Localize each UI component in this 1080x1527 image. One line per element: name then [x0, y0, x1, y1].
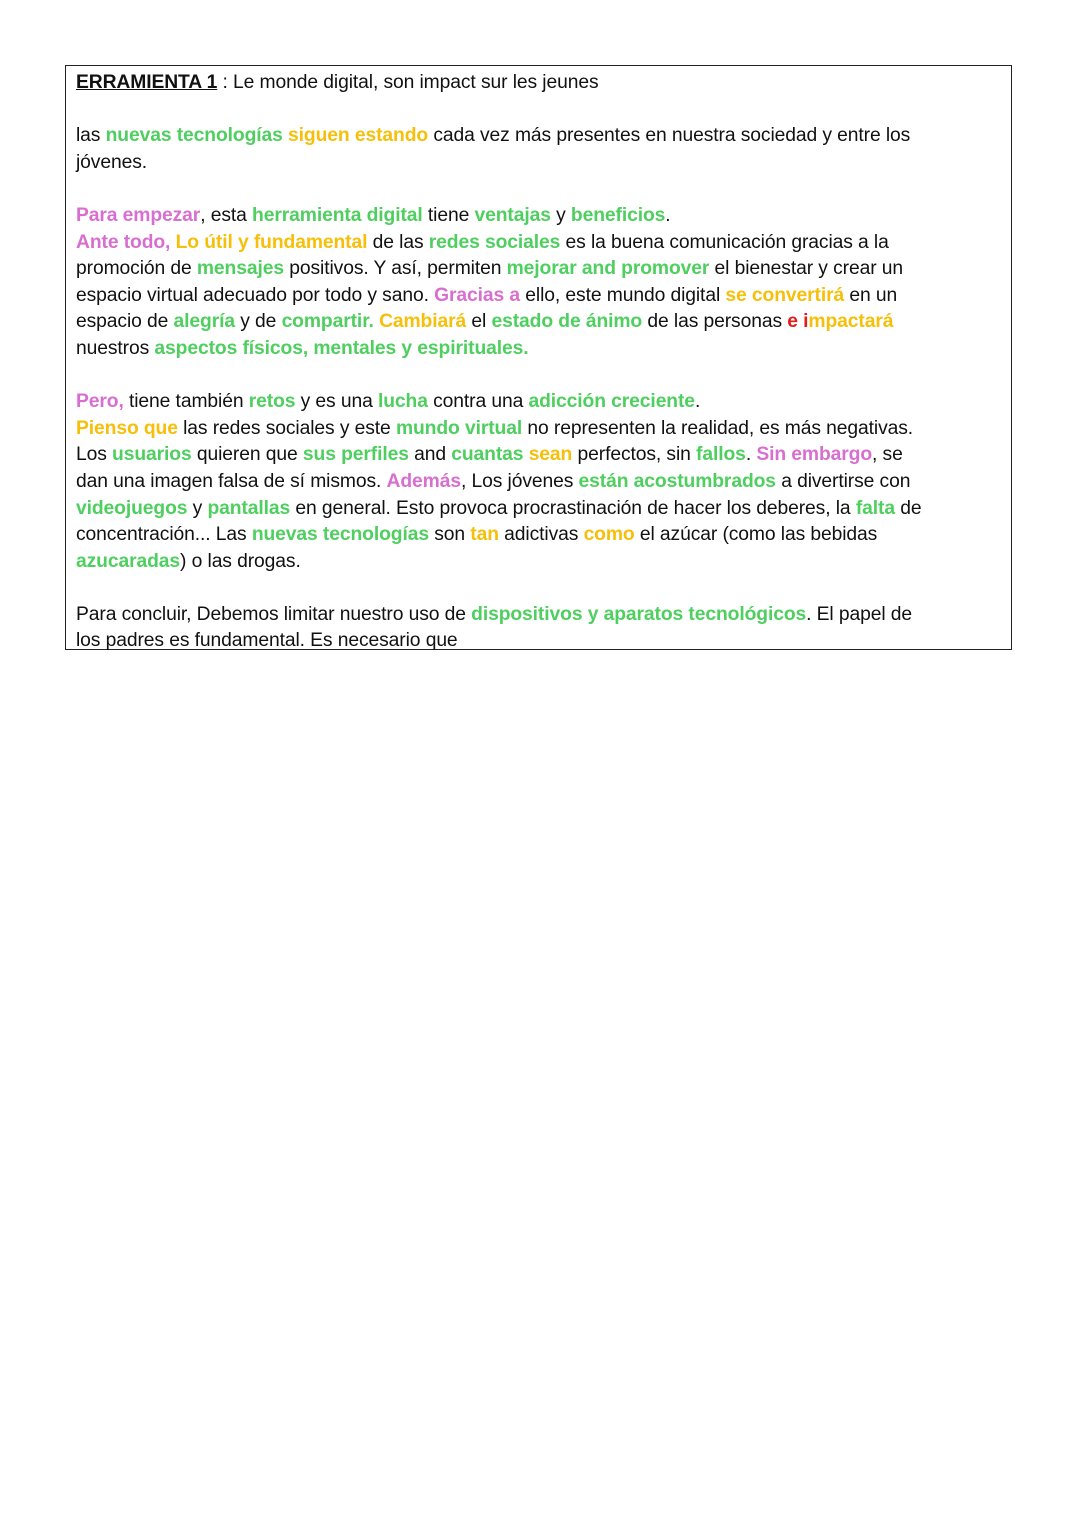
text-segment: de las	[367, 231, 429, 253]
title-subject: : Le monde digital, son impact sur les jeunes	[217, 72, 599, 93]
highlighted-phrase: adicción creciente	[528, 391, 695, 413]
highlighted-phrase: Sin embargo	[756, 444, 873, 466]
highlighted-phrase: ventajas	[474, 204, 551, 226]
text-segment: las	[76, 125, 106, 147]
text-line	[76, 389, 1011, 416]
text-segment: , se	[872, 444, 903, 466]
text-segment: de	[894, 497, 922, 519]
highlighted-phrase: dispositivos y aparatos tecnológicos	[471, 603, 807, 625]
highlighted-phrase: fallos	[696, 444, 746, 466]
text-segment: Los	[76, 444, 113, 466]
text-segment: concentración... Las	[76, 524, 252, 546]
text-segment: y de	[235, 311, 282, 333]
highlighted-phrase: tan	[470, 524, 499, 546]
text-segment: y	[187, 497, 208, 519]
text-segment: nuestros	[76, 337, 155, 359]
text-line	[76, 442, 1011, 469]
text-segment: y es una	[295, 391, 378, 413]
text-line	[76, 336, 1011, 363]
text-line	[76, 496, 1011, 523]
text-segment: dan una imagen falsa de sí mismos.	[76, 470, 387, 492]
text-segment: y	[550, 204, 571, 226]
highlighted-phrase: Cambiará	[379, 311, 467, 333]
text-line	[76, 309, 1011, 336]
document-title	[76, 70, 1011, 97]
text-segment: espacio virtual adecuado por todo y sano.	[76, 284, 435, 306]
highlighted-phrase: e i	[787, 311, 809, 333]
text-segment: jóvenes.	[76, 151, 148, 173]
highlighted-phrase: están acostumbrados	[578, 470, 776, 492]
text-segment: de las personas	[642, 311, 788, 333]
text-line	[76, 150, 1011, 177]
highlighted-phrase: sus perfiles	[302, 444, 409, 466]
highlighted-phrase: cuantas	[451, 444, 524, 466]
highlighted-phrase: estado de ánimo	[491, 311, 643, 333]
highlighted-phrase: mensajes	[196, 258, 284, 280]
text-line	[76, 123, 1011, 150]
text-line	[76, 628, 1011, 655]
paragraph-spacer	[76, 97, 1011, 124]
highlighted-phrase: compartir.	[281, 311, 374, 333]
text-box	[65, 65, 1012, 650]
highlighted-phrase: beneficios	[570, 204, 666, 226]
text-segment: ) o las drogas.	[180, 550, 301, 572]
text-segment: es la buena comunicación gracias a la	[560, 231, 889, 253]
highlighted-phrase: usuarios	[112, 444, 192, 466]
text-segment: Para concluir, Debemos limitar nuestro uso de	[76, 603, 472, 625]
text-segment: el azúcar (como las bebidas	[634, 524, 878, 546]
highlighted-phrase: siguen estando	[288, 125, 429, 147]
paragraph-spacer	[76, 363, 1011, 390]
text-segment: contra una	[427, 391, 529, 413]
highlighted-phrase: Para empezar	[76, 204, 201, 226]
highlighted-phrase: videojuegos	[76, 497, 188, 519]
text-segment: positivos. Y así, permiten	[284, 258, 507, 280]
highlighted-phrase: falta	[855, 497, 895, 519]
text-segment: . El papel de	[806, 603, 913, 625]
highlighted-phrase: Pienso que	[76, 417, 178, 439]
text-line	[76, 283, 1011, 310]
paragraph	[76, 203, 1011, 363]
text-line	[76, 522, 1011, 549]
text-segment: .	[694, 391, 701, 413]
text-segment: tiene	[422, 204, 475, 226]
highlighted-phrase: mundo virtual	[395, 417, 523, 439]
title-label: ERRAMIENTA 1	[76, 72, 218, 93]
paragraph-spacer	[76, 575, 1011, 602]
highlighted-phrase: Ante todo,	[76, 231, 176, 253]
text-segment: espacio de	[76, 311, 174, 333]
highlighted-phrase: retos	[248, 391, 296, 413]
text-line	[76, 469, 1011, 496]
highlighted-phrase: mpactará	[808, 311, 894, 333]
highlighted-phrase: se convertirá	[725, 284, 845, 306]
highlighted-phrase: sean	[528, 444, 573, 466]
text-segment: el	[466, 311, 492, 333]
highlighted-phrase: azucaradas	[76, 550, 181, 572]
text-segment: .	[745, 444, 757, 466]
highlighted-phrase: Gracias a	[434, 284, 521, 306]
highlighted-phrase: Pero,	[76, 391, 124, 413]
text-segment: perfectos, sin	[572, 444, 697, 466]
text-segment: ello, este mundo digital	[520, 284, 726, 306]
text-segment: no representen la realidad, es más negativas.	[522, 417, 914, 439]
text-line	[76, 602, 1011, 629]
paragraph	[76, 389, 1011, 575]
highlighted-phrase: aspectos físicos, mentales y espirituales.	[154, 337, 529, 359]
text-segment: son	[428, 524, 471, 546]
text-segment: and	[408, 444, 452, 466]
text-line	[76, 549, 1011, 576]
text-segment: adictivas	[498, 524, 584, 546]
highlighted-phrase: pantallas	[207, 497, 291, 519]
text-segment: en general. Esto provoca procrastinación de hacer los deberes, la	[290, 497, 856, 519]
text-line	[76, 416, 1011, 443]
text-line	[76, 203, 1011, 230]
text-line	[76, 230, 1011, 257]
text-segment: promoción de	[76, 258, 197, 280]
text-segment: el bienestar y crear un	[709, 258, 904, 280]
highlighted-phrase: herramienta digital	[252, 204, 423, 226]
text-segment: , Los jóvenes	[460, 470, 579, 492]
highlighted-phrase: alegría	[173, 311, 235, 333]
text-segment: las redes sociales y este	[177, 417, 396, 439]
highlighted-phrase: Lo útil y fundamental	[175, 231, 368, 253]
highlighted-phrase: redes sociales	[428, 231, 561, 253]
body-text	[76, 97, 1011, 655]
text-segment: en un	[844, 284, 898, 306]
highlighted-phrase: mejorar and promover	[506, 258, 710, 280]
highlighted-phrase: nuevas tecnologías	[105, 125, 283, 147]
text-segment: a divertirse con	[775, 470, 911, 492]
highlighted-phrase: lucha	[377, 391, 428, 413]
highlighted-phrase: como	[583, 524, 635, 546]
highlighted-phrase: nuevas tecnologías	[251, 524, 429, 546]
text-segment: los padres es fundamental. Es necesario que	[76, 630, 458, 652]
text-segment: .	[665, 204, 671, 226]
text-line	[76, 256, 1011, 283]
text-segment: , esta	[200, 204, 253, 226]
paragraph	[76, 602, 1011, 655]
highlighted-phrase: Además	[386, 470, 461, 492]
text-segment: quieren que	[191, 444, 303, 466]
paragraph	[76, 123, 1011, 176]
paragraph-spacer	[76, 176, 1011, 203]
text-segment: tiene también	[123, 391, 249, 413]
text-segment: cada vez más presentes en nuestra sociedad y entre los	[428, 125, 911, 147]
